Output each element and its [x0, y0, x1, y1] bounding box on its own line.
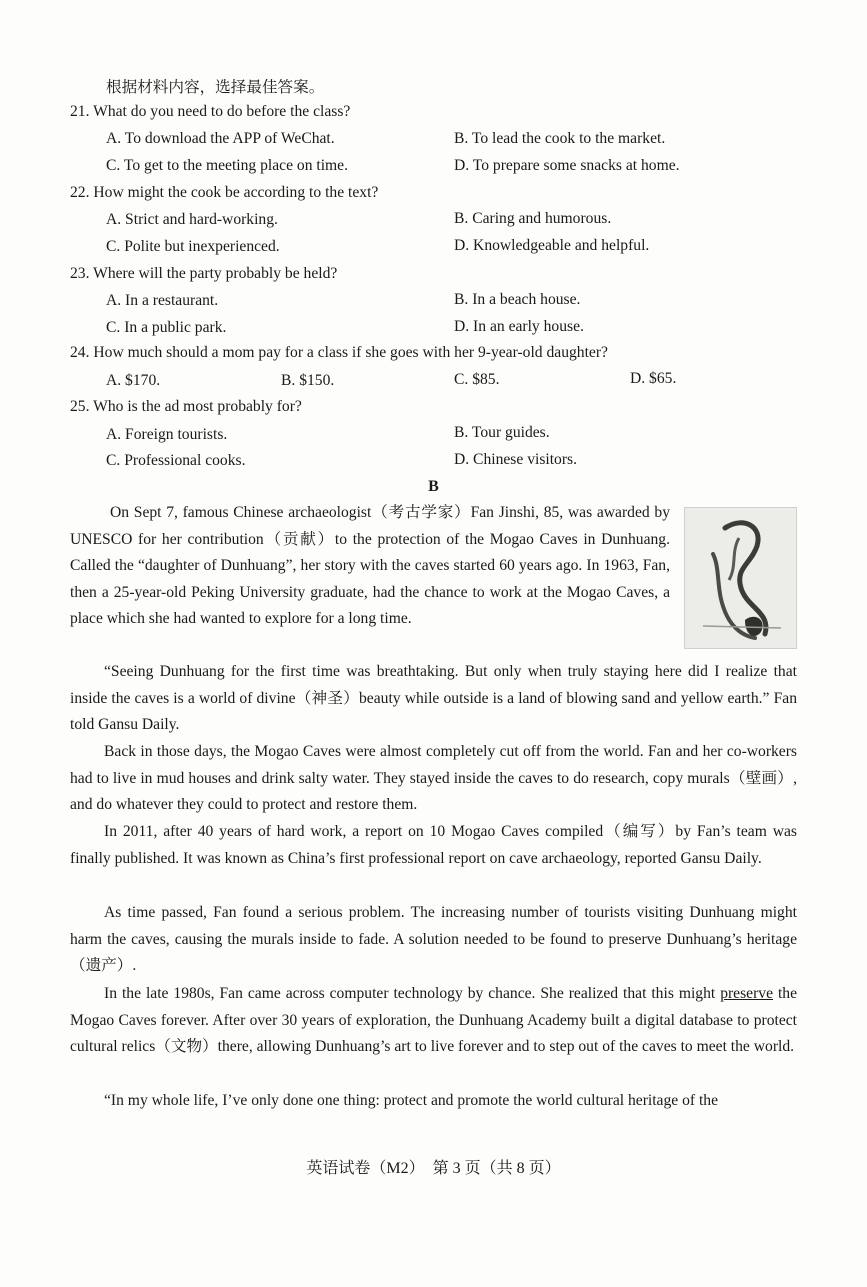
- question-22-stem: 22. How might the cook be according to the text?: [70, 184, 379, 201]
- passage-paragraph-4: In 2011, after 40 years of hard work, a report on 10 Mogao Caves compiled（编写）by Fan’s team was finally published. It was known as China’s first professional report on cave archaeology, reported Gansu Daily.: [70, 823, 797, 867]
- question-25-option-d[interactable]: D. Chinese visitors.: [454, 451, 578, 468]
- question-21-option-a[interactable]: A. To download the APP of WeChat.: [106, 130, 335, 147]
- question-22-option-b[interactable]: B. Caring and humorous.: [454, 210, 612, 227]
- question-24-option-c[interactable]: C. $85.: [454, 371, 500, 388]
- question-22-option-c[interactable]: C. Polite but inexperienced.: [106, 238, 280, 255]
- question-22-option-a[interactable]: A. Strict and hard-working.: [106, 211, 278, 228]
- question-23-option-c[interactable]: C. In a public park.: [106, 319, 227, 336]
- underlined-word: preserve: [720, 985, 773, 1002]
- question-25-stem: 25. Who is the ad most probably for?: [70, 398, 302, 415]
- passage-paragraph-7: “In my whole life, I’ve only done one thing: protect and promote the world cultural heritage of the: [104, 1092, 719, 1109]
- question-21-option-c[interactable]: C. To get to the meeting place on time.: [106, 157, 348, 174]
- question-23-option-b[interactable]: B. In a beach house.: [454, 291, 581, 308]
- passage-paragraph-5: As time passed, Fan found a serious problem. The increasing number of tourists visiting Dunhuang might harm the caves, causing the murals inside to fade. A solution needed to be found to preserve Dunhuang’s heritage（遗产）.: [70, 904, 797, 975]
- question-23-option-a[interactable]: A. In a restaurant.: [106, 292, 219, 309]
- section-label: B: [428, 478, 439, 495]
- question-21-option-b[interactable]: B. To lead the cook to the market.: [454, 130, 666, 147]
- mural-photo: [684, 507, 797, 649]
- question-25-option-a[interactable]: A. Foreign tourists.: [106, 426, 228, 443]
- instruction: 根据材料内容，选择最佳答案。: [106, 79, 325, 96]
- question-23-option-d[interactable]: D. In an early house.: [454, 318, 584, 335]
- question-23-stem: 23. Where will the party probably be held?: [70, 265, 338, 282]
- page-footer: 英语试卷（M2） 第 3 页（共 8 页）: [306, 1160, 561, 1177]
- passage-paragraph-6: In the late 1980s, Fan came across computer technology by chance. She realized that this might preserve the Mogao Caves forever. After over 30 years of exploration, the Dunhuang Academy built a digital database to protect cultural relics（文物）there, allowing Dunhuang’s art to live forever and to step out of the caves to meet the world.: [70, 985, 798, 1056]
- question-24-option-a[interactable]: A. $170.: [106, 372, 161, 389]
- passage-paragraph-3: Back in those days, the Mogao Caves were almost completely cut off from the world. Fan and her co-workers had to live in mud houses and drink salty water. They stayed inside the caves to do research, copy murals（壁画）, and do whatever they could to protect and restore them.: [70, 743, 797, 814]
- passage-paragraph-1: On Sept 7, famous Chinese archaeologist（考古学家）Fan Jinshi, 85, was awarded by UNESCO for her contribution（贡献）to the protection of the Mogao Caves in Dunhuang. Called the “daughter of Dunhuang”, her story with the caves started 60 years ago. In 1963, Fan, then a 25-year-old Peking University graduate, had the chance to work at the Mogao Caves, a place which she had wanted to explore for a long time.: [70, 504, 670, 628]
- question-24-stem: 24. How much should a mom pay for a class if she goes with her 9-year-old daughter?: [70, 344, 608, 361]
- question-21-stem: 21. What do you need to do before the class?: [70, 103, 351, 120]
- question-25-option-c[interactable]: C. Professional cooks.: [106, 452, 246, 469]
- passage-paragraph-2: “Seeing Dunhuang for the first time was breathtaking. But only when truly staying here did I realize that inside the caves is a world of divine（神圣）beauty while outside is a land of blowing sand and yellow earth.” Fan told Gansu Daily.: [70, 663, 797, 734]
- question-24-option-b[interactable]: B. $150.: [281, 372, 335, 389]
- mural-figure-illustration: [685, 508, 796, 648]
- question-22-option-d[interactable]: D. Knowledgeable and helpful.: [454, 237, 650, 254]
- question-25-option-b[interactable]: B. Tour guides.: [454, 424, 550, 441]
- question-21-option-d[interactable]: D. To prepare some snacks at home.: [454, 157, 680, 174]
- question-24-option-d[interactable]: D. $65.: [630, 370, 677, 387]
